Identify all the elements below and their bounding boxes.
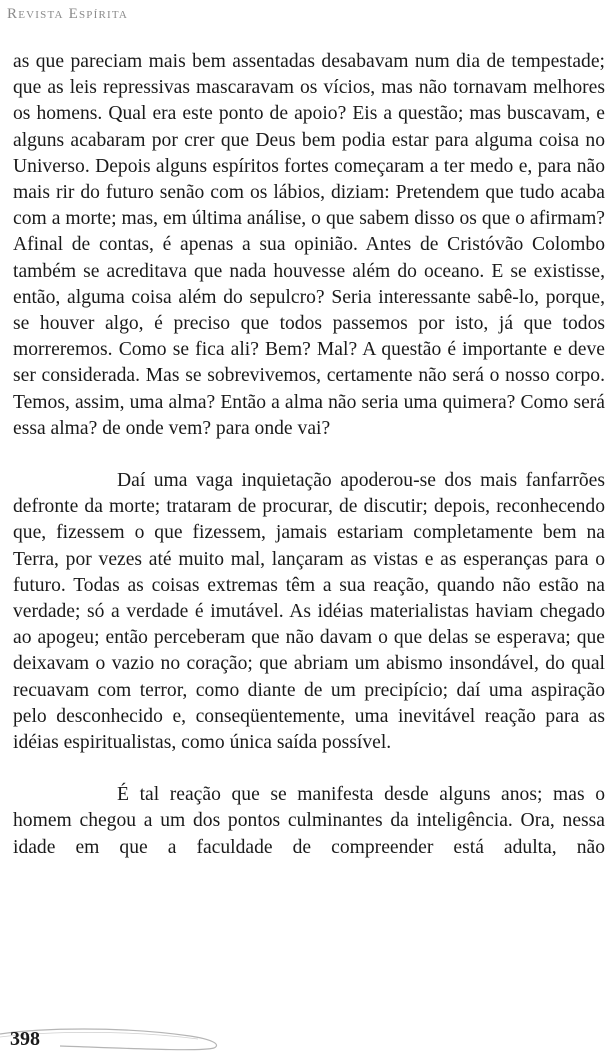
paragraph-2: Daí uma vaga inquietação apoderou-se dos mais fanfarrões defronte da morte; trataram de procurar, de discutir; depois, reconhecendo que, fizessem o que fizessem, jamais estariam completamente bem na Terra, por vezes até muito mal, lançaram as vistas e as esperanças para o futuro. Todas as coisas extremas têm a sua reação, quando não estão na verdade; só a verdade é imutável. As idéias materialistas haviam chegado ao apogeu; então perceberam que não davam o que delas se esperava; que deixavam o vazio no coração; que abriam um abismo insondável, do qual recuavam com terror, como diante de um precipício; daí uma aspiração pelo desconhecido e, conseqüentemente, uma inevitável reação para as idéias espiritualistas, como única saída possível.: [13, 470, 605, 754]
paragraph-1: as que pareciam mais bem assentadas desabavam num dia de tempestade; que as leis repressivas mascaravam os vícios, mas não tornavam melhores os homens. Qual era este ponto de apoio? Eis a questão; mas buscavam, e alguns acabaram por crer que Deus bem podia estar para alguma coisa no Universo. Depois alguns espíritos fortes começaram a ter medo e, para não mais rir do futuro senão com os lábios, diziam: Pretendem que tudo acaba com a morte; mas, em última análise, o que sabem disso os que o afirmam? Afinal de contas, é apenas a sua opinião. Antes de Cristóvão Colombo também se acreditava que nada houvesse além do oceano. E se existisse, então, alguma coisa além do sepulcro? Seria interessante sabê-lo, porque, se houver algo, é preciso que todos passemos por isto, já que todos morreremos. Como se fica ali? Bem? Mal? A questão é importante e deve ser considerada. Mas se sobrevivemos, certamente não será o nosso corpo. Temos, assim, uma alma? Então a alma não seria uma quimera? Como será essa alma? de onde vem? para onde vai?: [13, 51, 605, 439]
running-header-title: Revista Espírita: [7, 6, 129, 22]
page-number: 398: [10, 1028, 40, 1050]
body-text: [13, 49, 605, 861]
paragraph-3: É tal reação que se manifesta desde alguns anos; mas o homem chegou a um dos pontos culminantes da inteligência. Ora, nessa idade em que a faculdade de compreender está adulta, não: [13, 784, 605, 858]
